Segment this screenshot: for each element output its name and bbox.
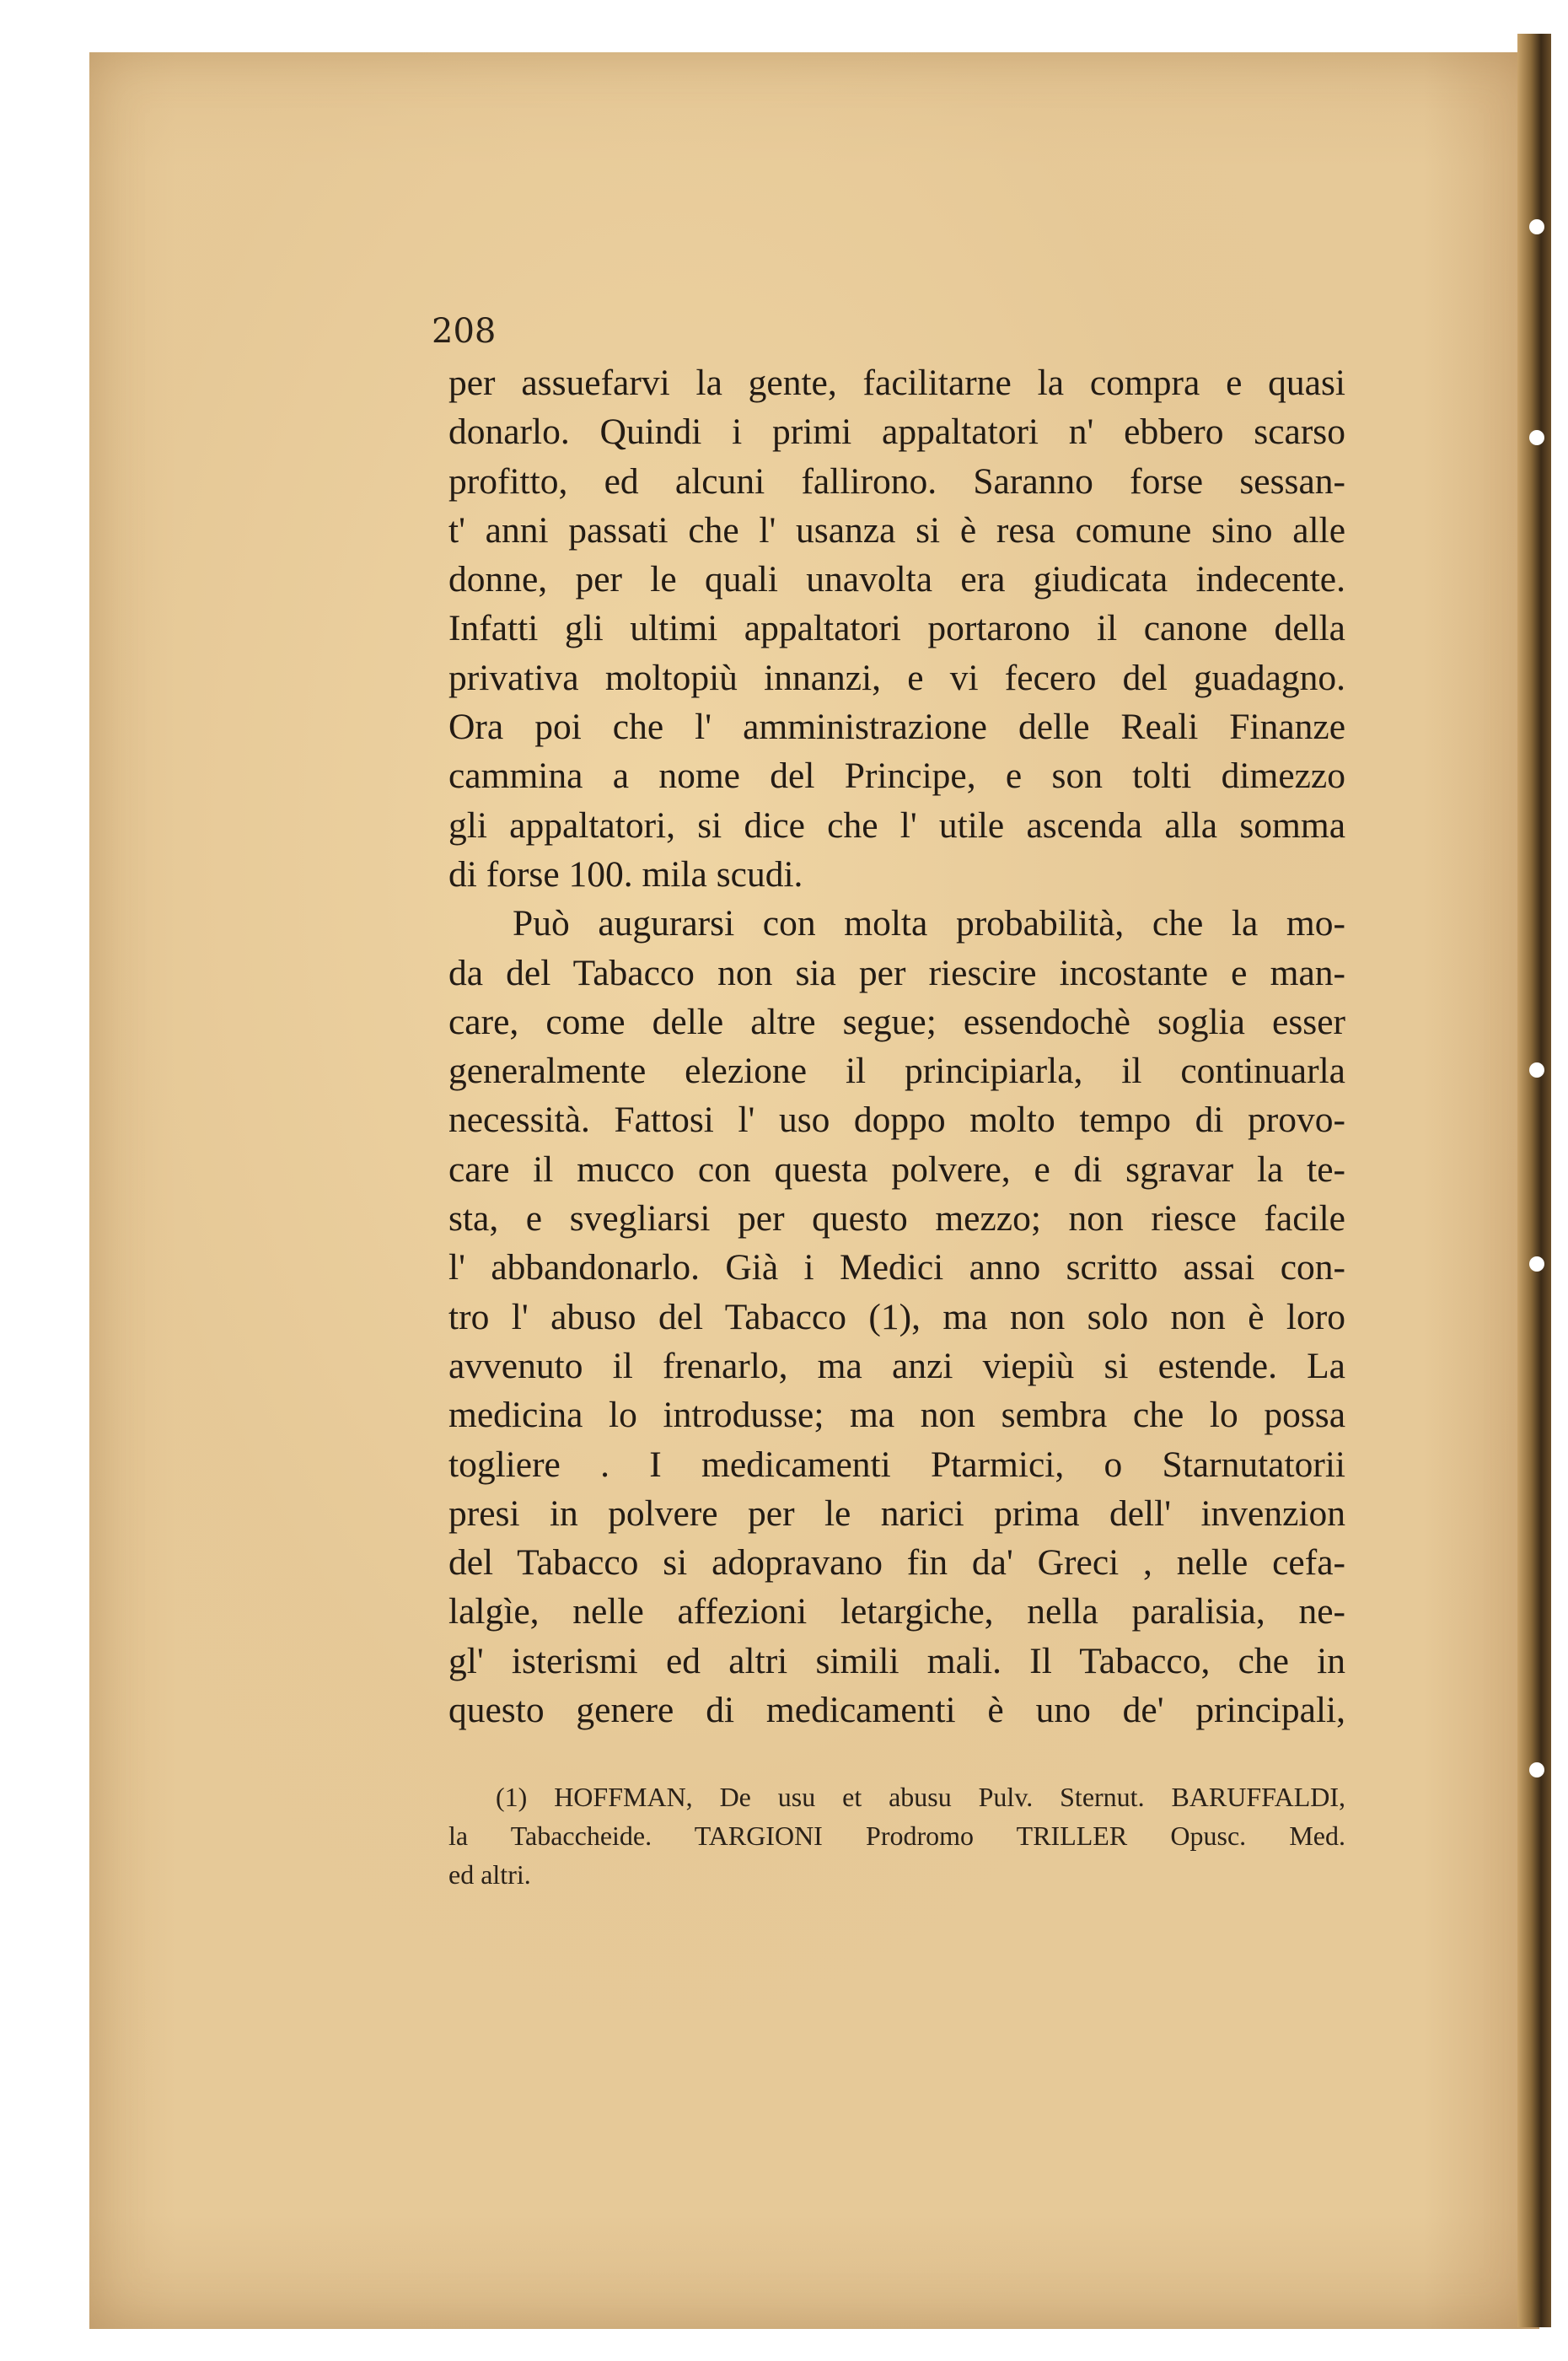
text-line: per assuefarvi la gente, facilitarne la compra e quasi [448,363,1345,403]
text-line: gl' isterismi ed altri simili mali. Il Tabacco, che in [448,1640,1345,1681]
text-line: Infatti gli ultimi appaltatori portarono il canone della [448,608,1345,649]
text-line: necessità. Fattosi l' uso doppo molto tempo di provo- [448,1100,1345,1141]
text-line: lalgìe, nelle affezioni letargiche, nella paralisia, ne- [448,1591,1345,1632]
text-line: care il mucco con questa polvere, e di sgravar la te- [448,1148,1345,1190]
footnote-line: la Tabaccheide. TARGIONI Prodromo TRILLER Opusc. Med. [448,1820,1345,1851]
footnote-line: (1) HOFFMAN, De usu et abusu Pulv. Sternut. BARUFFALDI, [496,1782,1345,1812]
text-line: privativa moltopiù innanzi, e vi fecero del guadagno. [448,657,1345,698]
page-number: 208 [432,312,497,351]
text-line: di forse 100. mila scudi. [448,853,803,895]
text-line: del Tabacco si adopravano fin da' Greci , nelle cefa- [448,1542,1345,1584]
text-line: donne, per le quali unavolta era giudicata indecente. [448,559,1345,600]
text-line: cammina a nome del Principe, e son tolti dimezzo [448,756,1345,797]
text-line: care, come delle altre segue; essendochè soglia esser [448,1001,1345,1042]
text-line: tro l' abuso del Tabacco (1), ma non solo non è loro [448,1296,1345,1337]
text-line: medicina lo introdusse; ma non sembra che lo possa [448,1395,1345,1436]
text-line: presi in polvere per le narici prima dell' invenzion [448,1492,1345,1534]
binding-hole [1529,219,1544,234]
binding-hole [1529,430,1544,445]
binding-hole [1529,1256,1544,1272]
main-text-block [448,358,1345,1734]
text-line: t' anni passati che l' usanza si è resa comune sino alle [448,509,1345,551]
binding-hole [1529,1062,1544,1078]
footnote-line: ed altri. [448,1859,531,1890]
text-line: da del Tabacco non sia per riescire incostante e man- [448,952,1345,993]
text-line: l' abbandonarlo. Già i Medici anno scritto assai con- [448,1247,1345,1288]
text-line: gli appaltatori, si dice che l' utile ascenda alla somma [448,804,1345,846]
text-line: generalmente elezione il principiarla, il continuarla [448,1051,1345,1092]
page-binding-edge [1517,34,1551,2327]
text-line: Ora poi che l' amministrazione delle Reali Finanze [448,707,1345,748]
footnote [448,1777,1345,1894]
text-line: profitto, ed alcuni fallirono. Saranno forse sessan- [448,460,1345,502]
text-line: sta, e svegliarsi per questo mezzo; non riesce facile [448,1198,1345,1240]
binding-hole [1529,1762,1544,1777]
text-line: donarlo. Quindi i primi appaltatori n' ebbero scarso [448,411,1345,453]
text-line: avvenuto il frenarlo, ma anzi viepiù si estende. La [448,1345,1345,1386]
text-line: Può augurarsi con molta probabilità, che la mo- [513,903,1345,944]
text-line: questo genere di medicamenti è uno de' principali, [448,1690,1345,1731]
text-line: togliere . I medicamenti Ptarmici, o Starnutatorii [448,1444,1345,1485]
